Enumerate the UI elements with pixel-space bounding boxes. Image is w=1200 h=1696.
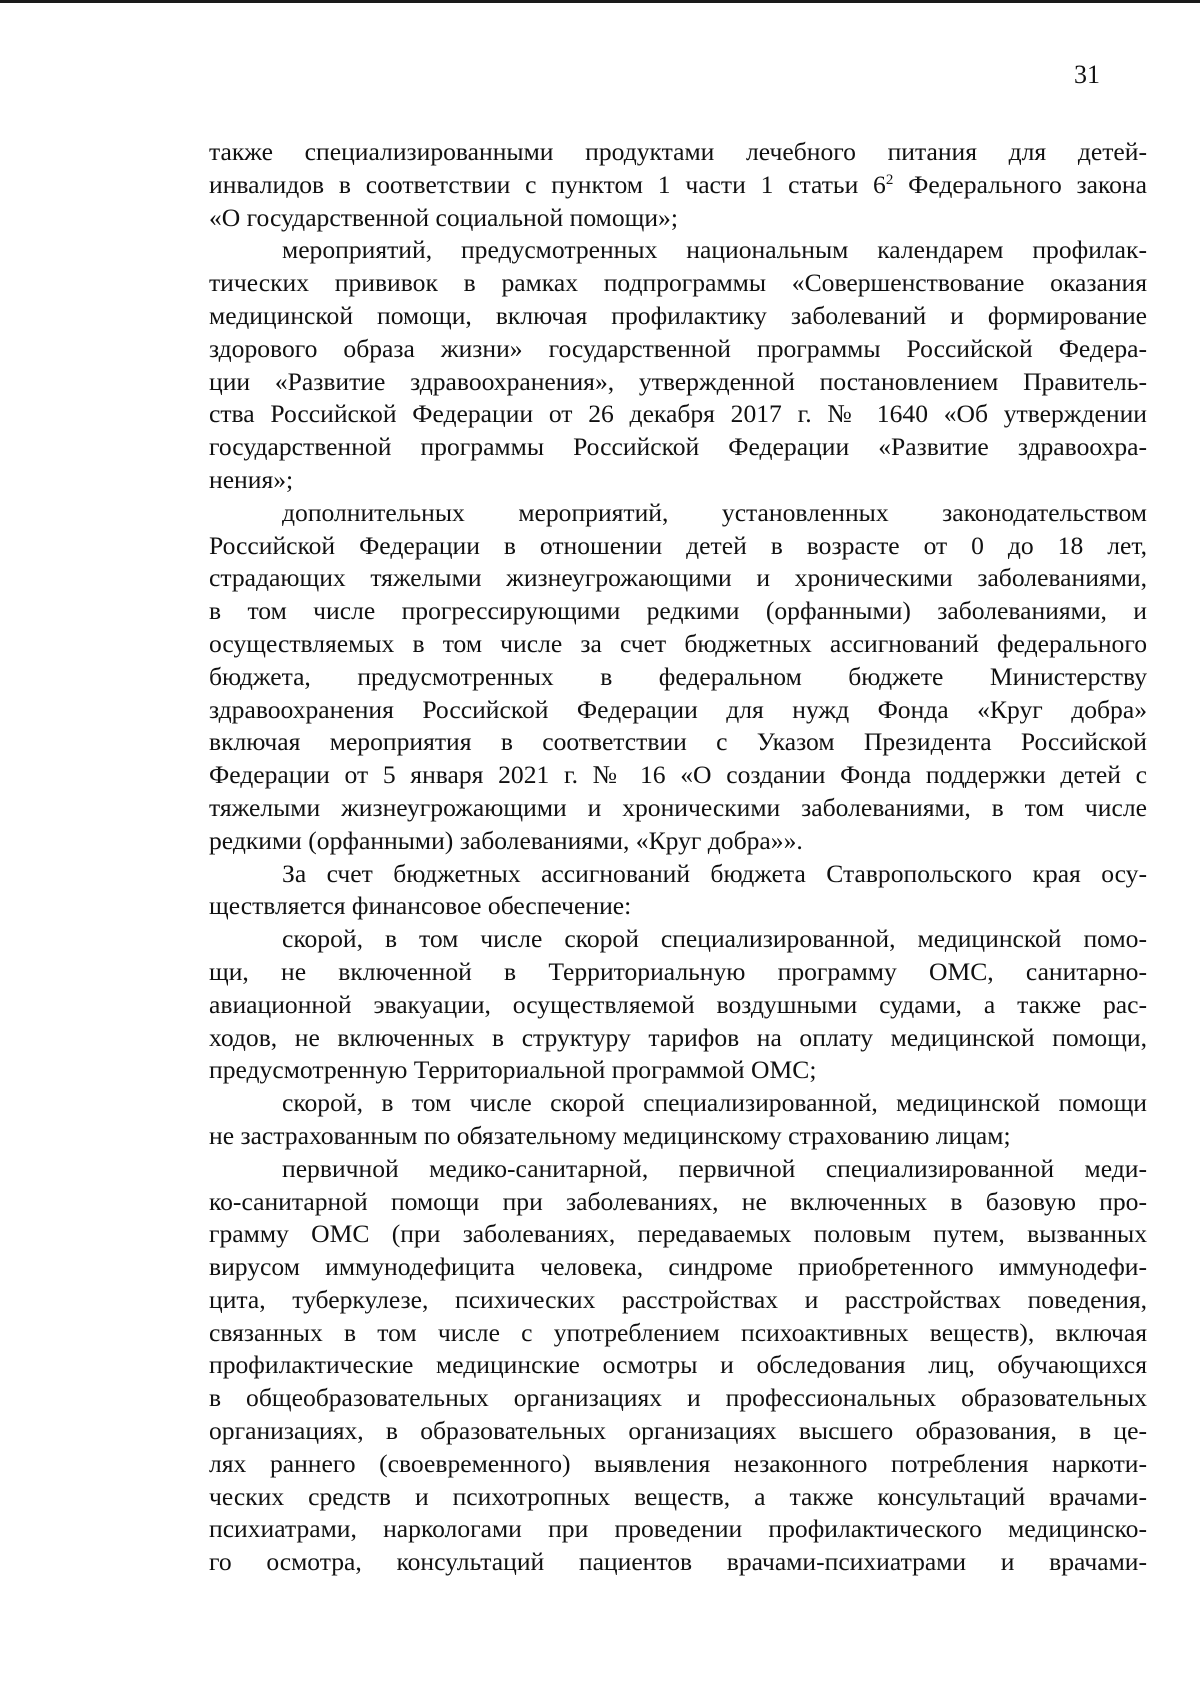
line-text: лях раннего (своевременного) выявления незаконного потребления наркоти- [209,1448,1147,1478]
text-line [209,366,1147,399]
line-text: мероприятий, предусмотренных национальным календарем профилак- [282,235,1147,265]
line-text: связанных в том числе с употреблением психоактивных веществ), включая [209,1317,1147,1347]
text-line [209,464,1147,497]
line-text: также специализированными продуктами лечебного питания для детей- [209,137,1147,166]
text-line [209,398,1147,431]
line-text: ции «Развитие здравоохранения», утвержденной постановлением Правитель- [209,366,1147,396]
text-line [209,956,1147,989]
line-text: авиационной эвакуации, осуществляемой воздушными судами, а также рас- [209,989,1147,1019]
line-text: в общеобразовательных организациях и профессиональных образовательных [209,1383,1147,1413]
line-text: редкими (орфанными) заболеваниями, «Круг добра»». [209,825,803,855]
line-text: дополнительных мероприятий, установленных законодательством [282,497,1147,527]
text-line [209,1087,1147,1120]
line-text: организациях, в образовательных организациях высшего образования, в це- [209,1416,1147,1446]
superscript: 2 [885,171,894,188]
text-line [209,562,1147,595]
line-text: го осмотра, консультаций пациентов врачами-психиатрами и врачами- [209,1547,1147,1577]
text-line [209,1022,1147,1055]
paragraph [209,497,1147,858]
text-line [209,1448,1147,1481]
text-line [209,694,1147,727]
line-text: предусмотренную Территориальной программой ОМС; [209,1055,817,1085]
text-line [209,1284,1147,1317]
line-text: тяжелыми жизнеугрожающими и хроническими заболеваниями, в том числе [209,792,1147,822]
line-text: ходов, не включенных в структуру тарифов на оплату медицинской помощи, [209,1022,1147,1052]
text-line [209,759,1147,792]
line-text: психиатрами, наркологами при проведении профилактического медицинско- [209,1514,1147,1544]
text-line [209,530,1147,563]
text-line [209,1186,1147,1219]
line-text: ко-санитарной помощи при заболеваниях, не включенных в базовую про- [209,1186,1147,1216]
line-text: «О государственной социальной помощи»; [209,202,678,232]
text-line [209,1415,1147,1448]
line-text-tail: Федерального закона [893,169,1147,199]
line-text: Российской Федерации в отношении детей в возрасте от 0 до 18 лет, [209,530,1147,560]
line-text: не застрахованным по обязательному медицинскому страхованию лицам; [209,1120,1011,1150]
text-line [209,923,1147,956]
line-text: тических прививок в рамках подпрограммы «Совершенствование оказания [209,268,1147,298]
line-text: профилактические медицинские осмотры и обследования лиц, обучающихся [209,1350,1147,1380]
text-line [209,169,1147,202]
line-text: скорой, в том числе скорой специализированной, медицинской помощи [282,1088,1147,1118]
line-text: здравоохранения Российской Федерации для нужд Фонда «Круг добра» [209,694,1147,724]
line-text: нения»; [209,464,294,494]
text-line [209,1054,1147,1087]
text-line [209,1218,1147,1251]
line-text: здорового образа жизни» государственной программы Российской Федера- [209,333,1147,363]
paragraph [209,136,1147,234]
paragraph [209,1087,1147,1153]
line-text: первичной медико-санитарной, первичной специализированной меди- [282,1153,1147,1183]
text-line [209,1153,1147,1186]
text-line [209,825,1147,858]
line-text: страдающих тяжелыми жизнеугрожающими и хроническими заболеваниями, [209,563,1147,593]
text-line [209,595,1147,628]
line-text: осуществляемых в том числе за счет бюджетных ассигнований федерального [209,628,1147,658]
text-line [209,1317,1147,1350]
line-text: ческих средств и психотропных веществ, а также консультаций врачами- [209,1481,1147,1511]
text-line [209,234,1147,267]
text-line [209,1349,1147,1382]
text-line [209,333,1147,366]
text-line [209,858,1147,891]
line-text: инвалидов в соответствии с пунктом 1 части 1 статьи 6 [209,169,886,199]
text-line [209,497,1147,530]
text-line [209,300,1147,333]
text-line [209,726,1147,759]
paragraph [209,1153,1147,1579]
paragraph [209,234,1147,496]
text-line [209,431,1147,464]
line-text: ства Российской Федерации от 26 декабря 2017 г. № 1640 «Об утверждении [209,399,1147,429]
text-line [209,267,1147,300]
text-line [209,1546,1147,1579]
text-line [209,202,1147,235]
page-number: 31 [1074,60,1100,89]
line-text: Федерации от 5 января 2021 г. № 16 «О создании Фонда поддержки детей с [209,760,1147,790]
text-line [209,1120,1147,1153]
line-text: в том числе прогрессирующими редкими (орфанными) заболеваниями, и [209,596,1147,626]
line-text: За счет бюджетных ассигнований бюджета Ставропольского края осу- [282,858,1147,888]
text-line [209,792,1147,825]
paragraph [209,923,1147,1087]
line-text: щи, не включенной в Территориальную программу ОМС, санитарно- [209,956,1147,986]
line-text: бюджета, предусмотренных в федеральном бюджете Министерству [209,661,1147,691]
line-text: медицинской помощи, включая профилактику заболеваний и формирование [209,300,1147,330]
line-text: включая мероприятия в соответствии с Указом Президента Российской [209,727,1147,757]
line-text: вирусом иммунодефицита человека, синдроме приобретенного иммунодефи- [209,1252,1147,1282]
line-text: государственной программы Российской Федерации «Развитие здравоохра- [209,432,1147,462]
text-line [209,1481,1147,1514]
document-body [209,136,1147,1579]
text-line [209,890,1147,923]
text-line [209,136,1147,169]
text-line [209,1382,1147,1415]
text-line [209,1513,1147,1546]
line-text: грамму ОМС (при заболеваниях, передаваемых половым путем, вызванных [209,1219,1147,1249]
line-text: ществляется финансовое обеспечение: [209,891,632,921]
text-line [209,628,1147,661]
line-text: цита, туберкулезе, психических расстройствах и расстройствах поведения, [209,1284,1147,1314]
text-line [209,1251,1147,1284]
text-line [209,989,1147,1022]
scan-top-border [0,0,1200,3]
paragraph [209,858,1147,924]
line-text: скорой, в том числе скорой специализированной, медицинской помо- [282,924,1147,954]
text-line [209,661,1147,694]
